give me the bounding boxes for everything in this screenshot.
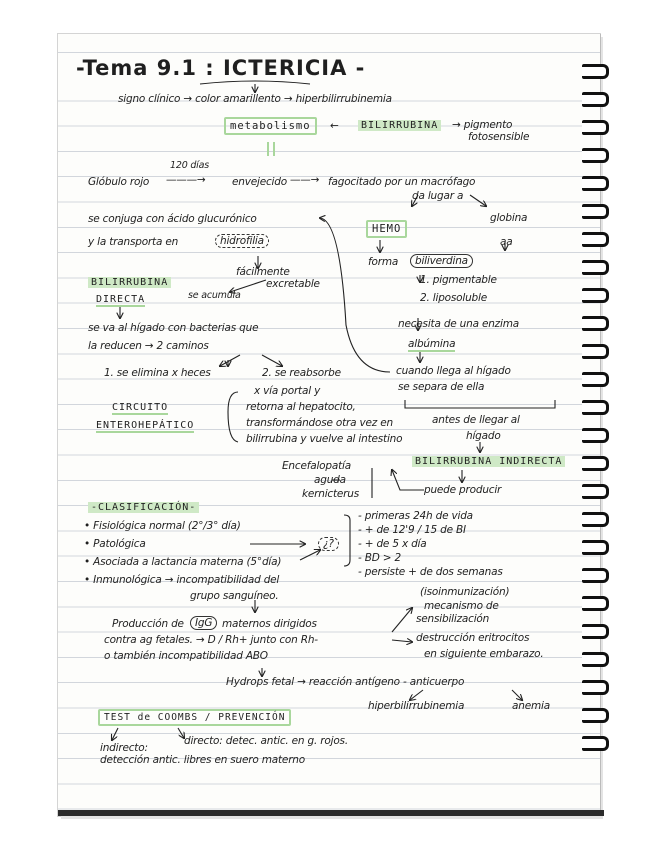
page-title: -Tema 9.1 : ICTERICIA - — [76, 56, 366, 80]
note-criterio-5: - persiste + de dos semanas — [358, 566, 503, 578]
note-clasif-inmunologica: • Inmunológica → incompatibilidad del — [84, 574, 280, 586]
spiral-ring — [582, 400, 609, 415]
spiral-ring — [582, 484, 609, 499]
spiral-ring — [582, 120, 609, 135]
note-envejecido: envejecido — [232, 176, 287, 188]
note-encefalopatia: Encefalopatía — [282, 460, 351, 472]
note-portal-2: retorna al hepatocito, — [246, 401, 356, 413]
note-clasif-grupo: grupo sanguíneo. — [190, 590, 279, 602]
note-forma: forma — [368, 256, 399, 268]
note-kernicterus: kernicterus — [302, 488, 360, 500]
spiral-ring — [582, 456, 609, 471]
note-necesita: necesita de una enzima — [398, 318, 519, 330]
note-albumina: albúmina — [408, 338, 456, 350]
note-liposoluble: 2. liposoluble — [420, 292, 487, 304]
note-criterio-4: - BD > 2 — [358, 552, 401, 564]
note-bilirrubina-indirecta: BILIRRUBINA INDIRECTA — [412, 456, 565, 467]
spiral-ring — [582, 288, 609, 303]
note-bilirrubina-directa: BILIRRUBINA — [88, 277, 171, 288]
note-produccion-b: maternos dirigidos — [222, 618, 317, 630]
note-hydrops: Hydrops fetal → reacción antígeno - anticuerpo — [226, 676, 465, 688]
note-pigmentable: 1. pigmentable — [420, 274, 497, 286]
note-destruccion: destrucción eritrocitos — [416, 632, 530, 644]
note-facilmente: fácilmente — [236, 266, 290, 278]
note-arrow: ——→ — [290, 174, 320, 186]
note-puede-producir: puede producir — [424, 484, 502, 496]
spiral-ring — [582, 148, 609, 163]
note-antes-2: hígado — [466, 430, 501, 442]
note-globina: globina — [490, 212, 528, 224]
spiral-ring — [582, 176, 609, 191]
note-da-lugar: da lugar a — [412, 190, 464, 202]
spiral-ring — [582, 260, 609, 275]
note-arrow: ← — [330, 120, 339, 132]
note-aguda: aguda — [314, 474, 346, 486]
note-bilirrubina-heading: BILIRRUBINA — [358, 120, 441, 131]
note-se-acumula: se acumula — [188, 290, 241, 301]
note-antes-1: antes de llegar al — [432, 414, 520, 426]
note-higado-1: se va al hígado con bacterias que — [88, 322, 259, 334]
note-portal-3: transformándose otra vez en — [246, 417, 393, 429]
spiral-ring — [582, 316, 609, 331]
note-indirecto: indirecto: — [100, 742, 148, 754]
note-clasif-lactancia: • Asociada a lactancia materna (5°día) — [84, 556, 282, 568]
note-camino-1: 1. se elimina x heces — [104, 367, 211, 379]
spiral-ring — [582, 708, 609, 723]
note-directo: directo: detec. antic. en g. rojos. — [184, 735, 348, 747]
note-indirecto-detail: detección antic. libres en suero materno — [100, 754, 305, 766]
note-conjuga: se conjuga con ácido glucurónico — [88, 213, 257, 225]
note-hemo: HEMO — [366, 220, 407, 238]
note-abo: o también incompatibilidad ABO — [104, 650, 268, 662]
note-clasif-patologica: • Patológica — [84, 538, 146, 550]
note-fotosensible: fotosensible — [468, 131, 530, 143]
spiral-ring — [582, 512, 609, 527]
note-clasif-fisiologica: • Fisiológica normal (2°/3° día) — [84, 520, 241, 532]
note-criterio-3: - + de 5 x día — [358, 538, 427, 550]
note-aa: aa — [500, 236, 513, 248]
spiral-ring — [582, 204, 609, 219]
note-cuando-llega: cuando llega al hígado — [396, 365, 511, 377]
spiral-ring — [582, 624, 609, 639]
note-metabolismo: metabolismo — [224, 117, 317, 135]
spiral-ring — [582, 736, 609, 751]
note-question: ¿? — [318, 537, 339, 551]
note-enterohepatico: ENTEROHEPÁTICO — [96, 420, 195, 431]
note-siguiente-embarazo: en siguiente embarazo. — [424, 648, 544, 660]
spiral-ring — [582, 92, 609, 107]
note-mecanismo: mecanismo de — [424, 600, 499, 612]
note-hiperbilirrubinemia: hiperbilirrubinemia — [368, 700, 465, 712]
spiral-ring — [582, 64, 609, 79]
note-portal-4: bilirrubina y vuelve al intestino — [246, 433, 403, 445]
note-hidrofilia: hidrofilia — [215, 234, 269, 248]
note-igg: IgG — [190, 616, 217, 630]
spiral-ring — [582, 428, 609, 443]
note-pigmento: → pigmento — [452, 119, 513, 131]
note-fagocitado: fagocitado por un macrófago — [328, 176, 476, 188]
spiral-ring — [582, 540, 609, 555]
note-anemia: anemia — [512, 700, 550, 712]
note-contra-ag: contra ag fetales. → D / Rh+ junto con Rh- — [104, 634, 318, 646]
note-camino-2: 2. se reabsorbe — [262, 367, 341, 379]
note-circuito: CIRCUITO — [112, 402, 169, 413]
note-produccion: Producción de — [112, 618, 184, 630]
notebook-bottom-edge — [58, 810, 604, 816]
note-criterio-1: - primeras 24h de vida — [358, 510, 473, 522]
spiral-ring — [582, 680, 609, 695]
note-test-coombs: TEST de COOMBS / PREVENCIÓN — [98, 709, 291, 726]
note-portal-1: x vía portal y — [254, 385, 321, 397]
note-higado-2: la reducen → 2 caminos — [88, 340, 209, 352]
spiral-ring — [582, 652, 609, 667]
note-criterio-2: - + de 12'9 / 15 de BI — [358, 524, 466, 536]
note-globulo-rojo: Glóbulo rojo — [88, 176, 150, 188]
note-isoinmunizacion: (isoinmunización) — [420, 586, 510, 598]
note-line: signo clínico → color amarillento → hiperbilirrubinemia — [118, 93, 392, 105]
note-days: 120 días — [170, 160, 209, 171]
note-sensibilizacion: sensibilización — [416, 613, 490, 625]
note-arrow: ———→ — [166, 174, 206, 186]
spiral-ring — [582, 344, 609, 359]
spiral-ring — [582, 372, 609, 387]
section-clasificacion: -CLASIFICACIÓN- — [88, 502, 199, 513]
spiral-ring — [582, 596, 609, 611]
spiral-ring — [582, 232, 609, 247]
note-directa: DIRECTA — [96, 294, 146, 305]
note-transporta: y la transporta en — [88, 236, 179, 248]
note-biliverdina: biliverdina — [410, 254, 473, 268]
note-separa: se separa de ella — [398, 381, 485, 393]
spiral-ring — [582, 568, 609, 583]
note-excretable: excretable — [266, 278, 320, 290]
